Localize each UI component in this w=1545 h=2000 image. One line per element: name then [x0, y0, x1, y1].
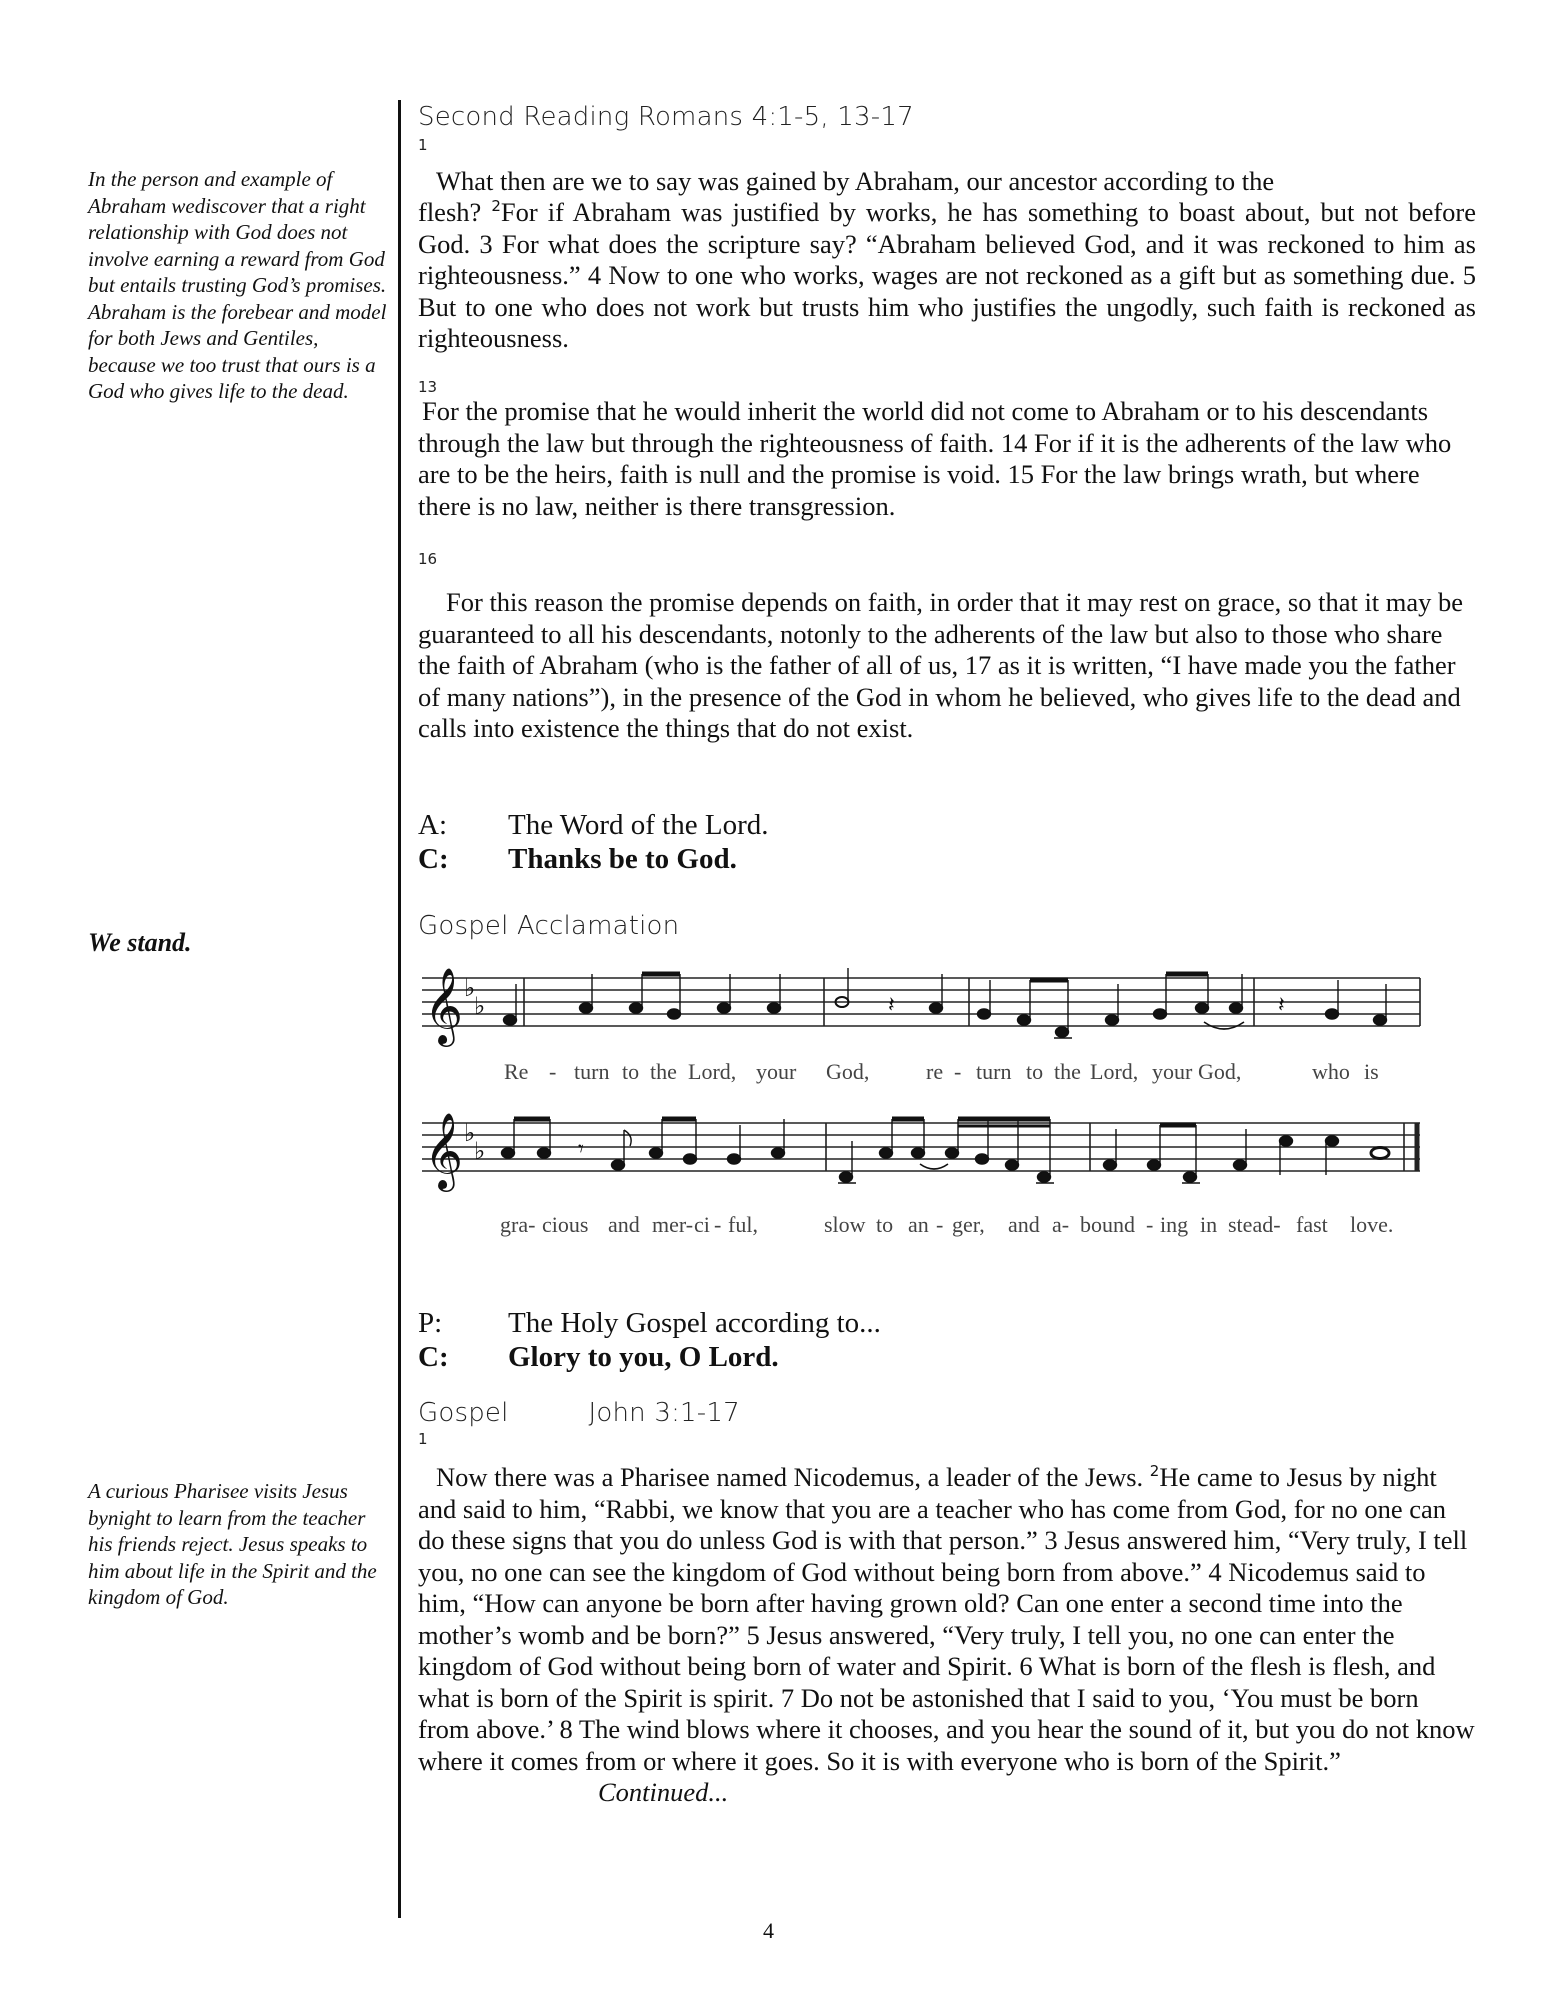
gospel-verse-number-1: 1 [418, 1430, 428, 1448]
verse-number-13: 13 [418, 378, 438, 396]
lyric: turn [976, 1059, 1012, 1084]
stand-instruction: We stand. [88, 928, 192, 957]
continued-label: Continued... [598, 1777, 729, 1807]
lyric: Re [504, 1059, 529, 1084]
label-p: P: [418, 1307, 443, 1339]
label-a: A: [418, 809, 447, 841]
lyric: in [1200, 1212, 1218, 1237]
lyric: - [954, 1059, 962, 1084]
lyrics-line-1 [504, 1059, 1379, 1084]
romans-para-1b-start: flesh? [418, 197, 492, 227]
lyric: ci [694, 1212, 710, 1237]
lyric: and [1008, 1212, 1040, 1237]
notes-line-2 [502, 1119, 1390, 1183]
romans-para-2: For the promise that he would inherit the world did not come to Abraham or to his descendants through the law but through the righteousness of faith. 14 For if it is the adherents of the law who are to be the heirs, faith is null and the promise is void. 15 For the law brings wrath, but where there is no law, neither is there transgression. [418, 396, 1452, 521]
staff-line-1 [422, 978, 1420, 1026]
lyric: an [908, 1212, 929, 1237]
flat-icon: ♭ [474, 1137, 486, 1165]
label-c: C: [418, 1341, 449, 1373]
lyric: to [622, 1059, 640, 1084]
lyric: your [1152, 1059, 1193, 1084]
glory-to-you: Glory to you, O Lord. [508, 1341, 779, 1373]
lyrics-line-2 [500, 1212, 1393, 1237]
lyric: is [1364, 1059, 1379, 1084]
verse-number-16: 16 [418, 550, 438, 568]
lyric: ful, [728, 1212, 758, 1237]
gospel-margin-note: A curious Pharisee visits Jesus bynight to learn from the teacher his friends reject. Jesus speaks to him about life in the Spirit and the kingdom of God. [88, 1479, 377, 1609]
lyric: your [756, 1059, 797, 1084]
gospel-response-presider [418, 1306, 881, 1340]
lyric: turn [574, 1059, 610, 1084]
page-number: 4 [763, 1918, 774, 1943]
treble-clef-icon: 𝄞 [424, 967, 464, 1044]
lyric: and [608, 1212, 640, 1237]
lyric: who [1312, 1059, 1350, 1084]
flat-icon: ♭ [474, 992, 486, 1020]
svg-text:𝄾: 𝄾 [578, 1137, 584, 1162]
gospel-text-body: He came to Jesus by night and said to him, “Rabbi, we know that you are a teacher who has come from God, for no one can do these signs that you do unless God is with that person.” 3 Jesus answered him, “Very truly, I tell you, no one can see the kingdom of God without being born from above.” 4 Nicodemus said to him, “How can anyone be born after having grown old? Can one enter a second time into the mother’s womb and be born?” 5 Jesus answered, “Very truly, I tell you, no one can enter the kingdom of God without being born of water and Spirit. 6 What is born of the flesh is flesh, and what is born of the Spirit is spirit. 7 Do not be astonished that I said to you, ‘You must be born from above.’ 8 The wind blows where it chooses, and you hear the sound of it, but you do not know where it comes from or where it goes. So it is with everyone who is born of the Spirit.” [418, 1462, 1475, 1776]
lyric: slow [824, 1212, 866, 1237]
lyric: stead- [1228, 1212, 1281, 1237]
verse-number-1: 1 [418, 136, 428, 154]
flat-icon: ♭ [464, 974, 476, 1002]
gospel-title: Gospel [418, 1398, 509, 1428]
lyric: - [936, 1212, 944, 1237]
romans-para-1b-text: For if Abraham was justified by works, he has something to boast about, but not before God. 3 For what does the scripture say? “Abraham believed God, and it was reckoned to him as righteousness.” 4 Now to one who works, wages are not reckoned as a gift but as something due. 5 But to one who does not work but trusts him who justifies the ungodly, such faith is reckoned as righteousness. [418, 197, 1477, 353]
treble-clef-icon: 𝄞 [424, 1112, 464, 1189]
romans-para-1b [418, 197, 1476, 355]
lyric: fast [1296, 1212, 1328, 1237]
lyric: the [650, 1059, 677, 1084]
gospel-text-start: Now there was a Pharisee named Nicodemus, a leader of the Jews. [436, 1462, 1150, 1492]
lyric: the [1054, 1059, 1081, 1084]
lyric: - [549, 1059, 557, 1084]
lyric: God, [1198, 1059, 1242, 1084]
lyric: - [714, 1212, 722, 1237]
lyric: to [876, 1212, 894, 1237]
gospel-citation: John 3:1-17 [588, 1398, 740, 1428]
gospel-acclamation-heading: Gospel Acclamation [418, 911, 680, 941]
romans-margin-note: In the person and example of Abraham wediscover that a right relationship with God does not involve earning a reward from God but entails trusting God’s promises. Abraham is the forebear and model for both Jews and Gentiles, because we too trust that ours is a God who gives life to the dead. [88, 167, 387, 403]
lyric: Lord, [688, 1059, 737, 1084]
holy-gospel-according: The Holy Gospel according to... [508, 1307, 881, 1339]
gospel-heading [418, 1398, 740, 1428]
gospel-response-congregation [418, 1340, 779, 1374]
gospel-acclamation-score [414, 960, 1434, 1260]
romans-para-3: For this reason the promise depends on faith, in order that it may rest on grace, so that it may be guaranteed to all his descendants, notonly to the adherents of the law but also to those who share the faith of Abraham (who is the father of all of us, 17 as it is written, “I have made you the father of many nations”), in the presence of the God in whom he believed, who gives life to the dead and calls into existence the things that do not exist. [418, 587, 1464, 743]
word-of-the-lord: The Word of the Lord. [508, 809, 769, 841]
lyric: re [926, 1059, 944, 1084]
lyric: to [1026, 1059, 1044, 1084]
romans-para-1a: What then are we to say was gained by Abraham, our ancestor according to the [436, 166, 1275, 196]
column-divider [398, 100, 401, 1918]
gospel-text [418, 1462, 1476, 1809]
lyric: cious [542, 1212, 589, 1237]
svg-text:𝄽: 𝄽 [1278, 993, 1285, 1018]
second-reading-heading: Second Reading Romans 4:1-5, 13-17 [418, 102, 914, 132]
label-c: C: [418, 843, 449, 875]
gospel-verse-number-2: 2 [1149, 1462, 1160, 1481]
reading-response-assembly [418, 808, 768, 842]
flat-icon: ♭ [464, 1119, 476, 1147]
verse-number-2: 2 [491, 197, 501, 216]
lyric: Lord, [1090, 1059, 1139, 1084]
svg-text:𝄽: 𝄽 [888, 993, 895, 1018]
lyric: love. [1350, 1212, 1394, 1237]
lyric: ing [1160, 1212, 1189, 1237]
lyric: a- [1052, 1212, 1070, 1237]
reading-response-congregation [418, 842, 737, 876]
thanks-be-to-god: Thanks be to God. [508, 843, 737, 875]
lyric: gra- [500, 1212, 536, 1237]
lyric: God, [826, 1059, 870, 1084]
lyric: bound [1080, 1212, 1135, 1237]
lyric: ger, [952, 1212, 985, 1237]
lyric: mer- [652, 1212, 694, 1237]
lyric: - [1146, 1212, 1154, 1237]
